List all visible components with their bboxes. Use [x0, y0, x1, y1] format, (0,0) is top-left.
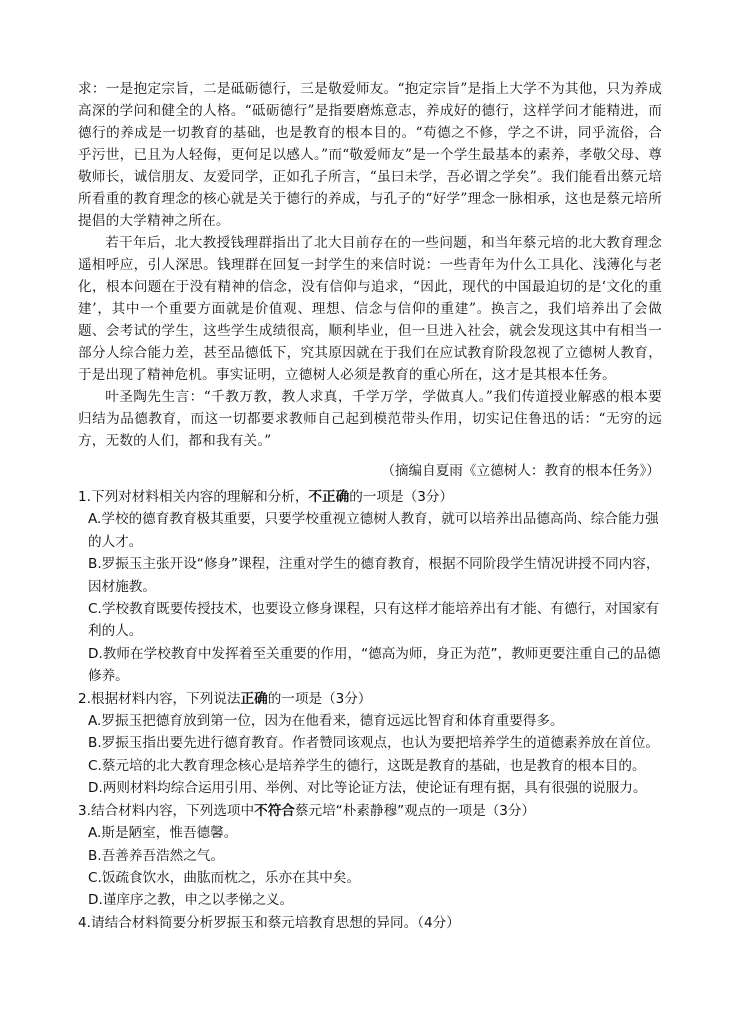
question-stem: 1.下列对材料相关内容的理解和分析，不正确的一项是（3分）	[78, 489, 454, 505]
question-list	[78, 486, 668, 934]
reading-passage	[78, 78, 662, 452]
option-b: B.罗振玉主张开设“修身”课程，注重对学生的德育教育，根据不同阶段学生情况讲授不同内容，因材施教。	[88, 556, 660, 595]
question-stem: 2.根据材料内容，下列说法正确的一项是（3分）	[78, 690, 372, 707]
option-d: D.谨庠序之教，申之以孝悌之义。	[88, 892, 294, 909]
question-4	[78, 912, 668, 934]
question-3	[78, 800, 668, 912]
option-c: C.饭疏食饮水，曲肱而枕之，乐亦在其中矣。	[88, 869, 361, 886]
option-d: D.两则材料均综合运用引用、举例、对比等论证方法，使论证有理有据，具有很强的说服力。	[88, 780, 647, 797]
passage-paragraph: 若干年后，北大教授钱理群指出了北大目前存在的一些问题，和当年蔡元培的北大教育理念遥相呼应，引人深思。钱理群在回复一封学生的来信时说：一些青年为什么工具化、浅薄化与老化，根本问题在于没有精神的信念，没有信仰与追求，“因此，现代的中国最迫切的是‘文化的重建’，其中一个重要方面就是价值观、理想、信念与信仰的重建”。换言之，我们培养出了会做题、会考试的学生，这些学生成绩很高，顺利毕业，但一旦进入社会，就会发现这其中有相当一部分人综合能力差，甚至品德低下，究其原因就在于我们在应试教育阶段忽视了立德树人教育，于是出现了精神危机。事实证明，立德树人必须是教育的重心所在，这才是其根本任务。	[78, 235, 662, 383]
option-c: C.学校教育既要传授技术，也要设立修身课程，只有这样才能培养出有才能、有德行，对国家有利的人。	[88, 601, 660, 640]
passage-paragraph: 叶圣陶先生言：“千教万教，教人求真，千学万学，学做真人。”我们传道授业解惑的根本要归结为品德教育，而这一切都要求教师自己起到模范带头作用，切实记住鲁迅的话：“无穷的远方，无数的人们，都和我有关。”	[78, 389, 662, 449]
option-a: A.斯是陋室，惟吾德馨。	[88, 825, 238, 842]
question-stem: 4.请结合材料简要分析罗振玉和蔡元培教育思想的异同。（4分）	[78, 914, 460, 931]
option-b: B.罗振玉指出要先进行德育教育。作者赞同该观点，也认为要把培养学生的道德素养放在首位。	[88, 735, 659, 752]
option-b: B.吾善养吾浩然之气。	[88, 847, 224, 864]
question-stem: 3.结合材料内容，下列选项中不符合蔡元培“朴素静穆”观点的一项是（3分）	[78, 802, 536, 819]
option-a: A.学校的德育教育极其重要，只要学校重视立德树人教育，就可以培养出品德高尚、综合能力强的人才。	[88, 511, 659, 550]
option-a: A.罗振玉把德育放到第一位，因为在他看来，德育远远比智育和体育重要得多。	[88, 713, 564, 730]
question-2	[78, 688, 668, 800]
option-c: C.蔡元培的北大教育理念核心是培养学生的德行，这既是教育的基础，也是教育的根本目的。	[88, 757, 646, 774]
passage-paragraph: 求：一是抱定宗旨，二是砥砺德行，三是敬爱师友。“抱定宗旨”是指上大学不为其他，只为养成高深的学问和健全的人格。“砥砺德行”是指要磨炼意志，养成好的德行，这样学问才能精进，而德行的养成是一切教育的基础，也是教育的根本目的。“苟德之不修，学之不讲，同乎流俗，合乎污世，已且为人轻侮，更何足以感人。”而“敬爱师友”是一个学生最基本的素养，孝敬父母、尊敬师长，诚信朋友、友爱同学，正如孔子所言，“虽曰未学，吾必谓之学矣”。我们能看出蔡元培所看重的教育理念的核心就是关于德行的养成，与孔子的“好学”理念一脉相承，这也是蔡元培所提倡的大学精神之所在。	[78, 81, 662, 229]
passage-source: （摘编自夏雨《立德树人：教育的根本任务》）	[381, 463, 660, 479]
question-1	[78, 486, 668, 688]
option-d: D.教师在学校教育中发挥着至关重要的作用，“德高为师，身正为范”，教师更要注重自己的品德修养。	[88, 645, 661, 685]
